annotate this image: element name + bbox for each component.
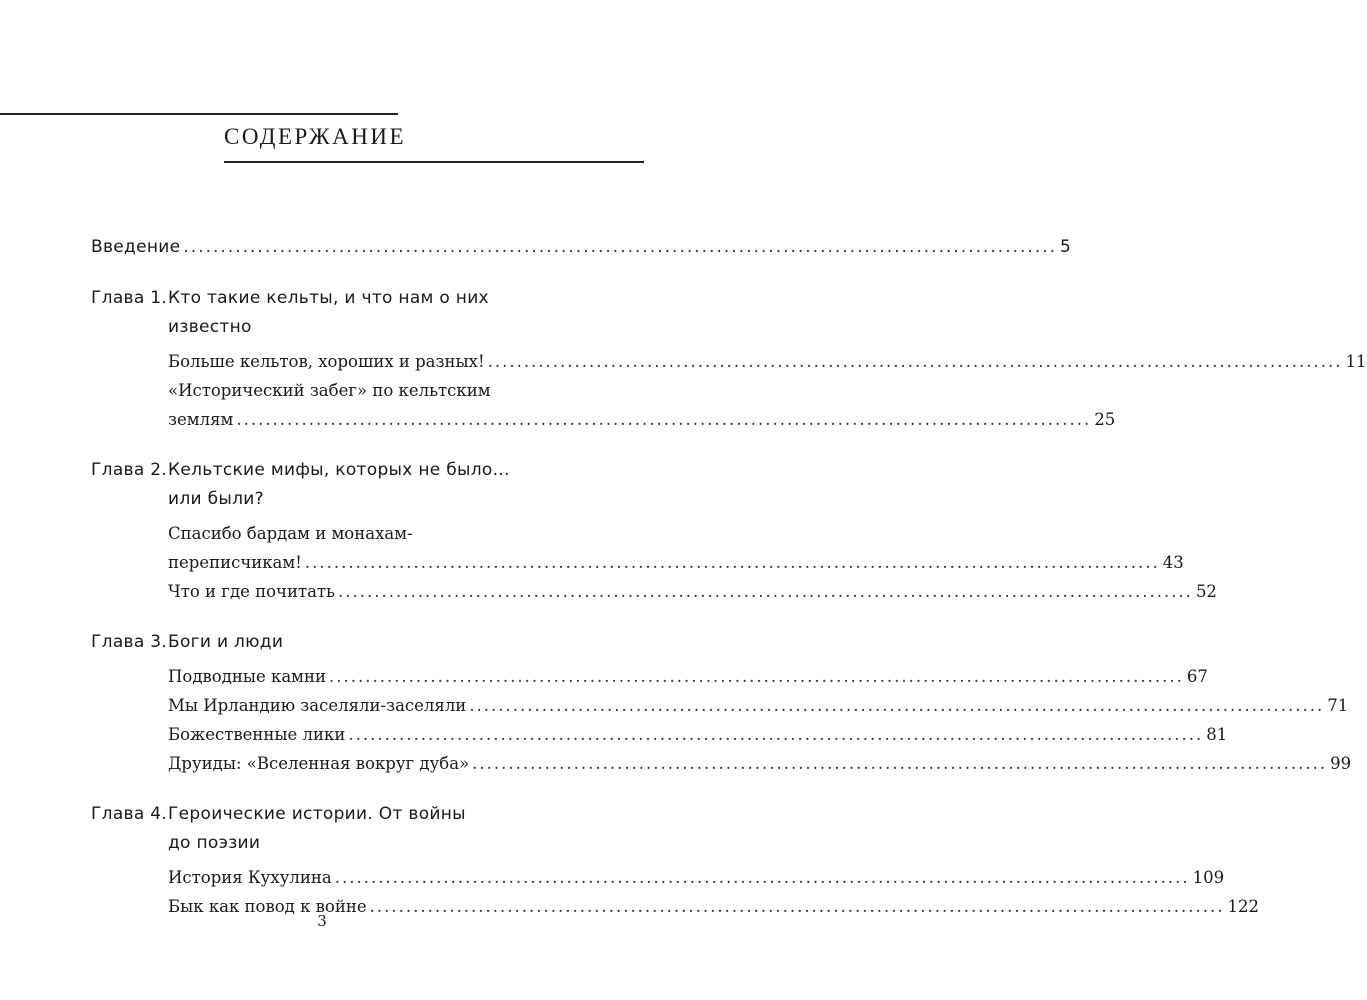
section-entry [168,691,1349,720]
chapter-title: Кельтские мифы, которых не было... [168,460,510,480]
chapter-number: Глава 3. [91,632,168,652]
page-number: 3 [317,912,327,930]
section-label: Бык как повод к войне [168,897,367,916]
section-entry [168,863,1225,892]
section-label: Друиды: «Вселенная вокруг дуба» [168,754,470,773]
section-entry [168,577,1217,606]
toc-entry-introduction [91,232,1072,262]
dot-leader: ...................................................................................................................... [236,410,1092,429]
dot-leader: ...................................................................................................................... [487,352,1343,371]
section-label: Больше кельтов, хороших и разных! [168,352,485,371]
chapter-number: Глава 1. [91,288,168,308]
dot-leader: ...................................................................................................................... [334,868,1190,887]
chapter-number: Глава 2. [91,460,168,480]
chapter-sections [91,347,1367,434]
chapter-3 [91,628,1352,778]
chapter-title-continued: или были? [168,489,264,509]
section-page: 81 [1206,725,1228,744]
title-underline [224,161,644,163]
section-entry [168,519,1184,577]
chapter-title-continued: известно [168,317,252,337]
chapter-heading [91,456,529,514]
section-page: 99 [1330,754,1352,773]
dot-leader: ...................................................................................................................... [304,553,1160,572]
section-label: переписчикам! [168,553,302,572]
chapter-title: Кто такие кельты, и что нам о них [168,288,489,308]
section-label: Что и где почитать [168,582,336,601]
dot-leader: ...................................................................................................................... [472,754,1328,773]
section-page: 67 [1186,667,1208,686]
section-entry [168,662,1208,691]
section-page: 43 [1162,553,1184,572]
page-title: СОДЕРЖАНИЕ [224,124,407,149]
chapter-heading [91,628,529,657]
entry-label: Введение [91,237,181,257]
chapter-4 [91,800,1260,921]
section-page: 71 [1327,696,1349,715]
section-label-line1: Спасибо бардам и монахам- [168,524,413,543]
chapter-heading [91,284,529,342]
chapter-1 [91,284,1367,434]
dot-leader: ...................................................................................................................... [338,582,1193,601]
chapter-title: Героические истории. От войны [168,804,466,824]
dot-leader: ...................................................................................................................... [348,725,1204,744]
chapter-heading [91,800,529,858]
section-label: землям [168,410,234,429]
section-page: 11 [1345,352,1367,371]
chapter-sections [91,662,1352,778]
section-label: Божественные лики [168,725,346,744]
chapter-number: Глава 4. [91,804,168,824]
section-label-line1: «Исторический забег» по кельтским [168,381,491,400]
chapter-sections [91,519,1217,606]
section-label: Мы Ирландию заселяли-заселяли [168,696,467,715]
section-page: 109 [1192,868,1225,887]
dot-leader: ...................................................................................................................... [369,897,1225,916]
chapter-title-continued: до поэзии [168,833,261,853]
dot-leader: ...................................................................................................................... [328,667,1184,686]
section-page: 122 [1227,897,1260,916]
section-label: История Кухулина [168,868,332,887]
chapter-2 [91,456,1217,606]
section-entry [168,347,1367,376]
top-rule [0,113,398,115]
entry-page: 5 [1060,237,1072,257]
section-page: 25 [1094,410,1116,429]
chapter-title: Боги и люди [168,632,284,652]
table-of-contents [91,232,1367,921]
section-entry [168,720,1228,749]
section-label: Подводные камни [168,667,326,686]
dot-leader: ...................................................................................................................... [469,696,1325,715]
dot-leader: ...................................................................................................................... [183,237,1058,257]
section-page: 52 [1195,582,1217,601]
section-entry [168,749,1352,778]
section-entry [168,376,1116,434]
